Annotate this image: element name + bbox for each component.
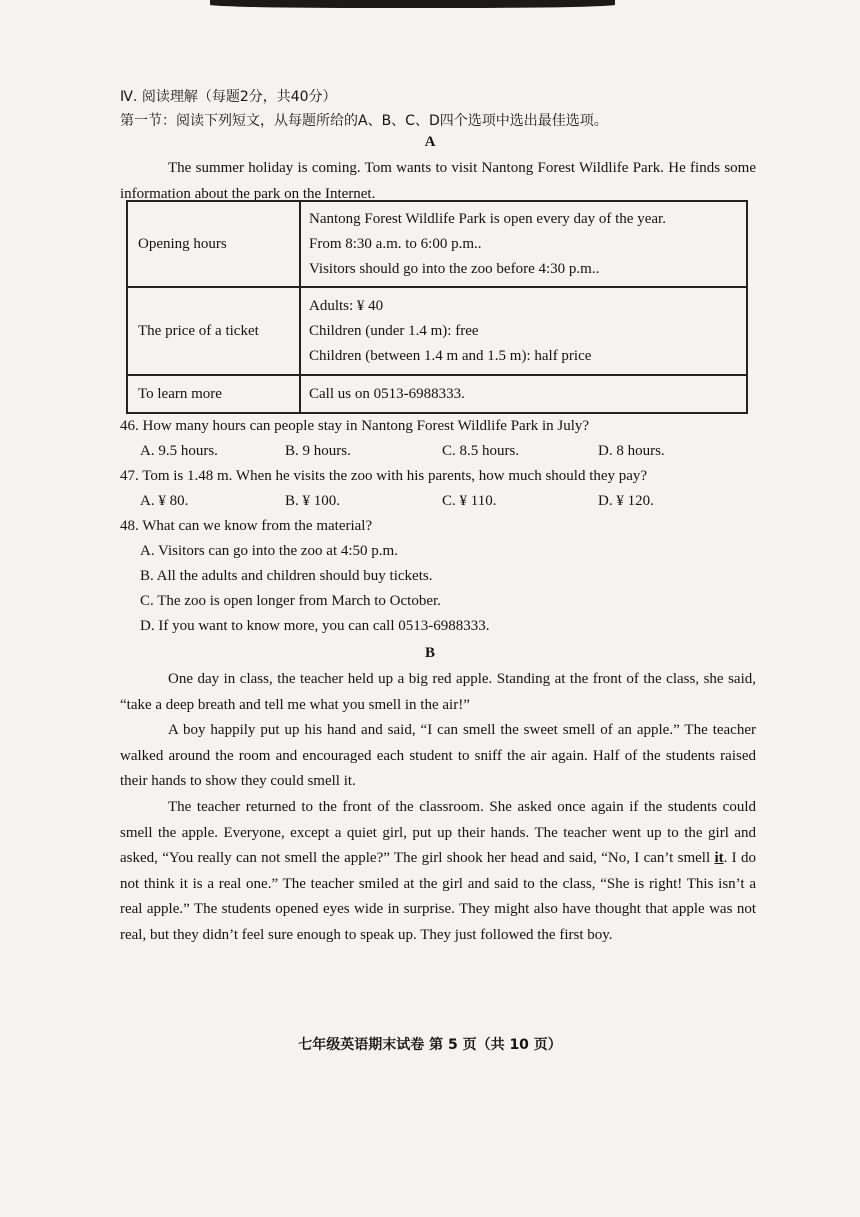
- q46-option-c[interactable]: C. 8.5 hours.: [442, 443, 520, 459]
- q48-option-c[interactable]: C. The zoo is open longer from March to October.: [140, 593, 441, 609]
- passage-b-paragraph-3: [120, 795, 756, 948]
- underlined-word: it: [714, 850, 724, 866]
- q46-option-d[interactable]: D. 8 hours.: [598, 443, 665, 459]
- park-info-table: [126, 200, 748, 414]
- passage-b-p1-text: One day in class, the teacher held up a big red apple. Standing at the front of the class, she said, “take a deep breath and tell me what you smell in the air!”: [120, 671, 756, 713]
- q48-option-a[interactable]: A. Visitors can go into the zoo at 4:50 p.m.: [140, 543, 398, 559]
- table-value: [300, 201, 747, 287]
- passage-b-letter: B: [424, 645, 435, 661]
- table-value-line: Children (under 1.4 m): free: [309, 322, 479, 339]
- table-row-ticket-price: [127, 287, 747, 375]
- q47-option-a[interactable]: A. ¥ 80.: [140, 493, 189, 509]
- passage-b-p3-text-end: . I do not think it is a real one.” The teacher smiled at the girl and said to the class, “She is right! This isn’t a real apple.” The students opened eyes wide in surprise. They might also have thought that apple was not real, but they didn’t feel sure enough to speak up. They just followed the first boy.: [120, 850, 756, 943]
- table-value: [300, 375, 747, 413]
- table-value-line: Adults: ¥ 40: [309, 297, 384, 314]
- q46-option-a[interactable]: A. 9.5 hours.: [140, 443, 218, 459]
- question-47-stem: 47. Tom is 1.48 m. When he visits the zoo with his parents, how much should they pay?: [120, 468, 648, 484]
- passage-b-paragraph-2: [120, 718, 756, 795]
- passage-a-intro-text: The summer holiday is coming. Tom wants to visit Nantong Forest Wildlife Park. He finds some information about the park on the Internet.: [120, 160, 756, 202]
- table-value-line: Nantong Forest Wildlife Park is open every day of the year.: [309, 210, 666, 227]
- table-value-line: Visitors should go into the zoo before 4:30 p.m..: [309, 260, 600, 277]
- passage-b-p2-text: A boy happily put up his hand and said, “I can smell the sweet smell of an apple.” The teacher walked around the room and encouraged each student to sniff the air again. Half of the students raised their hands to show they could smell it.: [120, 722, 756, 789]
- q47-option-b[interactable]: B. ¥ 100.: [285, 493, 341, 509]
- q46-option-b[interactable]: B. 9 hours.: [285, 443, 351, 459]
- table-row-opening-hours: [127, 201, 747, 287]
- passage-b-p3-text: The teacher returned to the front of the classroom. She asked once again if the students could smell the apple. Everyone, except a quiet girl, put up their hands. The teacher went up to the girl and asked, “You really can not smell the apple?” The girl shook her head and said, “No, I can’t smell: [120, 799, 756, 866]
- table-value: [300, 287, 747, 375]
- passage-b-paragraph-1: [120, 667, 756, 718]
- q48-option-b[interactable]: B. All the adults and children should buy tickets.: [140, 568, 433, 584]
- table-label: The price of a ticket: [127, 287, 300, 375]
- section-heading: Ⅳ. 阅读理解（每题2分，共40分）: [120, 89, 337, 105]
- page-footer: 七年级英语期末试卷 第 5 页（共 10 页）: [298, 1037, 562, 1053]
- q47-option-d[interactable]: D. ¥ 120.: [598, 493, 654, 509]
- table-value-line: From 8:30 a.m. to 6:00 p.m..: [309, 235, 482, 252]
- section-instruction: 第一节：阅读下列短文，从每题所给的A、B、C、D四个选项中选出最佳选项。: [120, 113, 608, 129]
- table-label: To learn more: [127, 375, 300, 413]
- q48-option-d[interactable]: D. If you want to know more, you can call 0513-6988333.: [140, 618, 490, 634]
- table-value-line: Call us on 0513-6988333.: [309, 385, 465, 402]
- q47-option-c[interactable]: C. ¥ 110.: [442, 493, 497, 509]
- table-label: Opening hours: [127, 201, 300, 287]
- question-48-stem: 48. What can we know from the material?: [120, 518, 373, 534]
- passage-a-letter: A: [424, 134, 436, 150]
- question-46-stem: 46. How many hours can people stay in Nantong Forest Wildlife Park in July?: [120, 418, 590, 434]
- table-value-line: Children (between 1.4 m and 1.5 m): half price: [309, 347, 592, 364]
- table-row-learn-more: [127, 375, 747, 413]
